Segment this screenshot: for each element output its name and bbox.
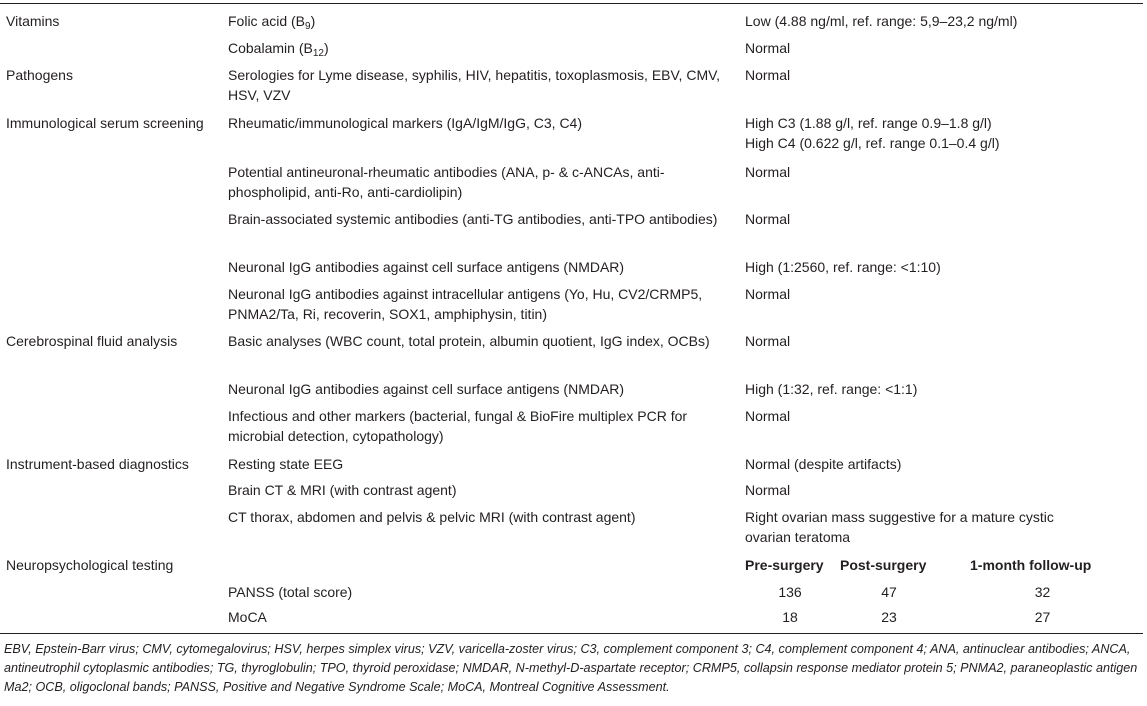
score-post: 47 <box>881 584 897 600</box>
result-cell: Normal <box>745 408 791 424</box>
test-cell: Folic acid $(B_9)$ <box>228 13 316 32</box>
score-post: 23 <box>881 609 897 625</box>
column-header-pre-surgery: Pre-surgery <box>745 557 824 573</box>
result-cell: High (1:32, ref. range: <1:1) <box>745 381 918 397</box>
test-cell: Serologies for Lyme disease, syphilis, HIV, hepatitis, toxoplasmosis, EBV, CMV, HSV, VZV <box>228 67 721 103</box>
result-cell: Right ovarian mass suggestive for a mature cystic ovarian teratoma <box>745 509 1054 545</box>
test-cell: Potential antineuronal-rheumatic antibodies (ANA, p- & c-ANCAs, anti-phospholipid, anti-Ro, anti-cardiolipin) <box>228 164 665 200</box>
test-cell: Brain CT & MRI (with contrast agent) <box>228 482 457 498</box>
test-cell: Brain-associated systemic antibodies (anti-TG antibodies, anti-TPO antibodies) <box>228 211 718 227</box>
category-cell: Pathogens <box>6 67 73 83</box>
result-cell: High (1:2560, ref. range: <1:10) <box>745 259 941 275</box>
result-line: High C3 (1.88 g/l, ref. range 0.9–1.8 g/l) <box>745 115 992 131</box>
test-cell: Neuronal IgG antibodies against cell surface antigens (NMDAR) <box>228 381 625 397</box>
table-bottom-rule <box>0 633 1143 634</box>
result-cell: Normal <box>745 482 791 498</box>
result-cell: Normal <box>745 211 791 227</box>
result-line: High C4 (0.622 g/l, ref. range 0.1–0.4 g/l) <box>745 135 1000 151</box>
test-cell: MoCA <box>228 609 267 625</box>
score-follow-up: 27 <box>1034 609 1051 625</box>
score-follow-up: 32 <box>1034 584 1051 600</box>
score-pre: 18 <box>782 609 798 625</box>
column-header-post-surgery: Post-surgery <box>840 557 927 573</box>
result-cell: Normal <box>745 333 791 349</box>
table-top-rule <box>0 3 1143 4</box>
result-cell <box>745 113 1143 153</box>
test-cell: Cobalamin $(B_{12})$ <box>228 40 329 59</box>
test-cell: Basic analyses (WBC count, total protein, albumin quotient, IgG index, OCBs) <box>228 333 710 349</box>
category-cell: Neuropsychological testing <box>6 557 174 573</box>
category-cell: Cerebrospinal fluid analysis <box>6 333 178 349</box>
score-pre: 136 <box>778 584 802 600</box>
result-cell: Normal (despite artifacts) <box>745 456 902 472</box>
test-cell: Neuronal IgG antibodies against intracellular antigens (Yo, Hu, CV2/CRMP5, PNMA2/Ta, Ri, recoverin, SOX1, amphiphysin, titin) <box>228 286 703 322</box>
category-cell: Instrument-based diagnostics <box>6 456 189 472</box>
result-cell: Normal <box>745 286 791 302</box>
category-cell: Immunological serum screening <box>6 115 204 131</box>
test-cell: CT thorax, abdomen and pelvis & pelvic MRI (with contrast agent) <box>228 509 636 525</box>
column-header-follow-up: 1-month follow-up <box>970 557 1092 573</box>
table-footnote: EBV, Epstein-Barr virus; CMV, cytomegalovirus; HSV, herpes simplex virus; VZV, varicella-zoster virus; C3, complement component 3; C4, complement component 4; ANA, antinuclear antibodies; ANCA, antineutrophil cytoplasmic antibodies; TG, thyroglobulin; TPO, thyroid peroxidase; NMDAR, N-methyl-D-aspartate receptor; CRMP5, collapsin response mediator protein 5; PNMA2, paraneoplastic antigen Ma2; OCB, oligoclonal bands; PANSS, Positive and Negative Syndrome Scale; MoCA, Montreal Cognitive Assessment. <box>4 642 1138 694</box>
result-cell: Normal <box>745 164 791 180</box>
test-cell: Rheumatic/immunological markers (IgA/IgM/IgG, C3, C4) <box>228 115 582 131</box>
result-cell: Normal <box>745 40 791 56</box>
category-cell: Vitamins <box>6 13 60 29</box>
test-cell: PANSS (total score) <box>228 584 353 600</box>
result-cell: Normal <box>745 67 791 83</box>
test-cell: Infectious and other markers (bacterial, fungal & BioFire multiplex PCR for microbial detection, cytopathology) <box>228 408 688 444</box>
result-cell: Low (4.88 ng/ml, ref. range: 5,9–23,2 ng/ml) <box>745 13 1018 29</box>
test-cell: Resting state EEG <box>228 456 344 472</box>
test-cell: Neuronal IgG antibodies against cell surface antigens (NMDAR) <box>228 259 625 275</box>
